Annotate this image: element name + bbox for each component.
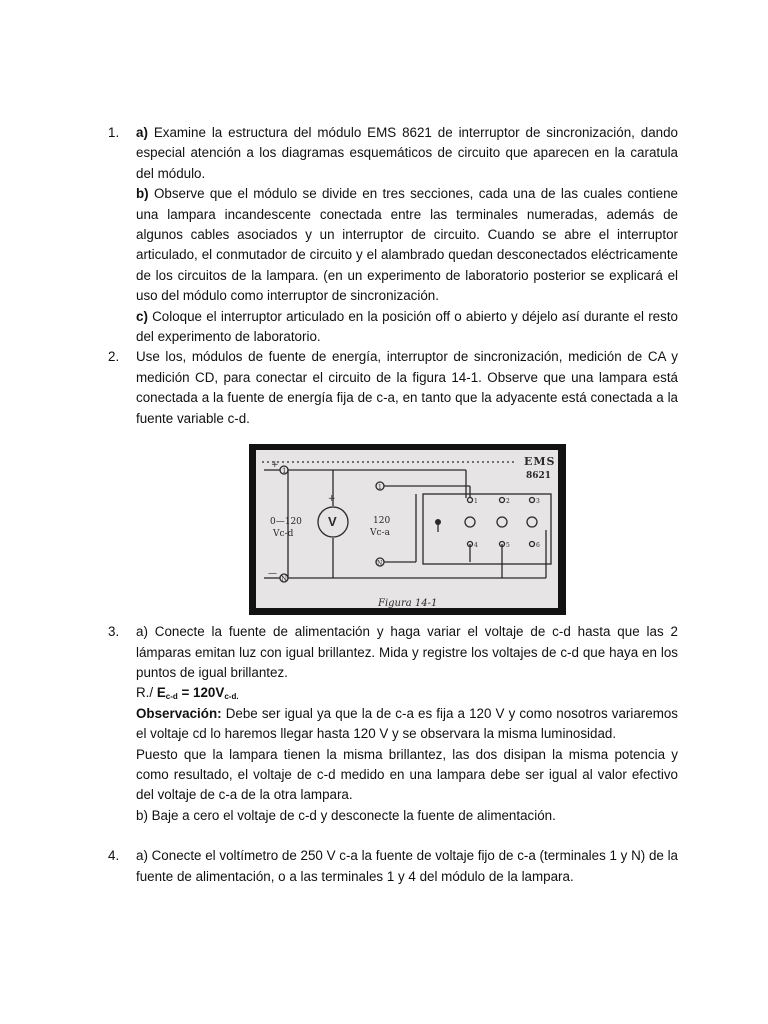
answer-e: E xyxy=(156,685,166,701)
list-item-1 xyxy=(108,123,678,347)
paragraph-2 xyxy=(136,347,678,429)
list-item-3 xyxy=(108,622,678,826)
dc-source-label: Vc-d xyxy=(273,529,294,539)
paragraph-text: a) Conecte el voltímetro de 250 V c-a la fuente de voltaje fijo de c-a (terminales 1 y N) de la fuente de alimentación, o a las terminales 1 y 4 del módulo de la lampara. xyxy=(136,848,678,884)
answer-value: = 120V xyxy=(177,685,225,701)
node-top-left-label: 1 xyxy=(282,467,287,475)
figure-photo xyxy=(256,450,558,608)
ac-source-value: 120 xyxy=(373,516,391,526)
figure-frame xyxy=(249,444,566,615)
answer-line xyxy=(136,683,678,703)
terminal-2-label: 2 xyxy=(506,498,510,505)
paragraph-label: b) xyxy=(136,186,149,202)
module-name-label: EMS xyxy=(524,455,556,468)
paragraph-4a xyxy=(136,846,678,887)
paragraph-1c xyxy=(136,307,678,348)
paragraph-3-explanation xyxy=(136,745,678,806)
module-number-label: 8621 xyxy=(526,471,552,481)
answer-v-subscript: c-d. xyxy=(224,692,239,702)
list-item-2 xyxy=(108,347,678,429)
paragraph-text: Use los, módulos de fuente de energía, interruptor de sincronización, medición de CA y medición CD, para conectar el circuito de la figura 14-1. Observe que una lampara está conectada a la fuente de energía fija de c-a, en tanto que la adyacente está conectada a la fuente variable c-d. xyxy=(136,349,678,426)
terminal-1-label: 1 xyxy=(474,498,478,505)
voltmeter-symbol: V xyxy=(328,514,337,529)
section-gap xyxy=(108,826,678,846)
paragraph-text: Debe ser igual ya que la de c-a es fija a 120 V y como nosotros variaremos el voltaje cd lo haremos llegar hasta 120 V y se observara la misma luminosidad. xyxy=(136,705,678,742)
meter-plus: + xyxy=(328,494,336,504)
plus-sign: + xyxy=(271,460,279,470)
item-number: 3. xyxy=(108,624,120,640)
paragraph-1a xyxy=(136,123,678,184)
item-number: 4. xyxy=(108,848,120,864)
figure-caption: Figura 14-1 xyxy=(378,598,438,608)
paragraph-text: Puesto que la lampara tienen la misma brillantez, las dos disipan la misma potencia y como resultado, el voltaje de c-d medido en una lampara debe ser igual al valor efectivo del voltaje de c-a de la otra lampara. xyxy=(136,746,678,803)
paragraph-text: Coloque el interruptor articulado en la posición off o abierto y déjelo así durante el resto del experimento de laboratorio. xyxy=(136,308,678,345)
paragraph-observation xyxy=(136,704,678,745)
paragraph-label: c) xyxy=(136,308,148,324)
paragraph-text: Observe que el módulo se divide en tres secciones, cada una de las cuales contiene una lampara incandescente conectada entre las terminales numeradas, además de algunos cables asociados y un interruptor de circuito. Cuando se abre el interruptor articulado, el conmutador de circuito y el alambrado quedan desconectados eléctricamente de los circuitos de la lampara. (en un experimento de laboratorio posterior se explicará el uso del módulo como interruptor de sincronización. xyxy=(136,186,678,304)
item-number: 2. xyxy=(108,349,120,365)
paragraph-text: a) Conecte la fuente de alimentación y haga variar el voltaje de c-d hasta que las 2 lámparas emitan luz con igual brillantez. Mida y registre los voltajes de c-d que haya en los puntos de igual brillantez. xyxy=(136,624,678,680)
figure-14-1 xyxy=(249,444,566,615)
minus-sign: — xyxy=(268,569,277,579)
ac-source-label: Vc-a xyxy=(370,528,390,538)
paragraph-3b xyxy=(136,806,678,826)
paragraph-1b xyxy=(136,184,678,306)
terminal-4-label: 4 xyxy=(474,542,478,549)
node-ac-top-label: 1 xyxy=(378,484,382,491)
terminal-5-label: 5 xyxy=(506,542,510,549)
answer-prefix: R./ xyxy=(136,685,157,701)
paragraph-label: a) xyxy=(136,125,148,140)
node-bottom-left-label: N xyxy=(281,575,288,583)
terminal-3-label: 3 xyxy=(536,498,540,505)
answer-e-subscript: c-d xyxy=(165,692,178,702)
paragraph-text: Examine la estructura del módulo EMS 8621 de interruptor de sincronización, dando especial atención a los diagramas esquemáticos de circuito que aparecen en la caratula del módulo. xyxy=(136,125,678,181)
list-item-4 xyxy=(108,846,678,887)
paragraph-label: Observación: xyxy=(136,705,222,721)
paragraph-3a xyxy=(136,622,678,683)
circuit-schematic xyxy=(256,450,558,608)
terminal-6-label: 6 xyxy=(536,542,540,549)
paragraph-text: b) Baje a cero el voltaje de c-d y desconecte la fuente de alimentación. xyxy=(136,807,556,823)
item-number: 1. xyxy=(108,125,120,140)
dc-source-range: 0—120 xyxy=(270,517,302,527)
node-ac-bottom-label: N xyxy=(377,560,383,567)
